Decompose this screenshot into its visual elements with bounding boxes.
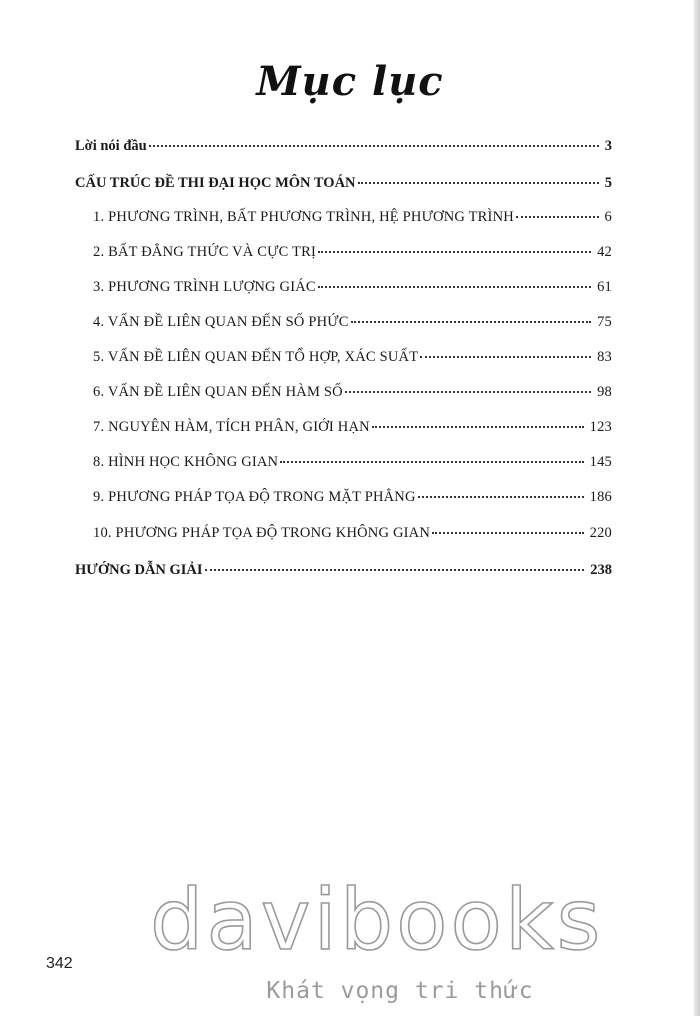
toc-entry-page: 123 bbox=[589, 419, 612, 435]
toc-entry-label: 8. HÌNH HỌC KHÔNG GIAN bbox=[93, 454, 279, 470]
toc-entry[interactable] bbox=[93, 209, 612, 226]
toc-entry[interactable] bbox=[93, 314, 612, 331]
toc-dot-leader bbox=[149, 144, 599, 147]
toc-entry-page: 6 bbox=[604, 209, 612, 225]
toc-entry-page: 5 bbox=[604, 175, 612, 191]
toc-entry[interactable] bbox=[75, 138, 612, 155]
page-number: 342 bbox=[46, 955, 73, 972]
toc-entry-page: 238 bbox=[590, 562, 612, 578]
toc-entry-label: 9. PHƯƠNG PHÁP TỌA ĐỘ TRONG MẶT PHẲNG bbox=[93, 489, 416, 505]
toc-entry-label: 6. VẤN ĐỀ LIÊN QUAN ĐẾN HÀM SỐ bbox=[93, 384, 343, 400]
toc-dot-leader bbox=[418, 495, 584, 498]
toc-entry-label: CẤU TRÚC ĐỀ THI ĐẠI HỌC MÔN TOÁN bbox=[75, 175, 356, 191]
toc-entry-page: 61 bbox=[597, 279, 612, 295]
toc-entry-label: 4. VẤN ĐỀ LIÊN QUAN ĐẾN SỐ PHỨC bbox=[93, 314, 349, 330]
toc-dot-leader bbox=[372, 425, 584, 428]
toc-entry-page: 186 bbox=[589, 489, 612, 505]
toc-entry-label: 10. PHƯƠNG PHÁP TỌA ĐỘ TRONG KHÔNG GIAN bbox=[93, 525, 430, 541]
toc-dot-leader bbox=[420, 355, 591, 358]
toc-entry-label: 2. BẤT ĐẲNG THỨC VÀ CỰC TRỊ bbox=[93, 244, 317, 260]
toc-entry-page: 98 bbox=[597, 384, 612, 400]
toc-entry-label: HƯỚNG DẪN GIẢI bbox=[75, 562, 203, 578]
toc-entry[interactable] bbox=[93, 489, 612, 506]
toc-dot-leader bbox=[318, 285, 591, 288]
toc-entry-page: 220 bbox=[589, 525, 612, 541]
toc-dot-leader bbox=[345, 390, 591, 393]
toc-dot-leader bbox=[432, 531, 584, 534]
watermark-brand: davibooks bbox=[150, 871, 604, 969]
toc-entry[interactable] bbox=[93, 384, 612, 401]
toc-entry-page: 3 bbox=[604, 138, 612, 154]
toc-entry-page: 145 bbox=[589, 454, 612, 470]
toc-entry[interactable] bbox=[75, 175, 612, 192]
toc-entry[interactable] bbox=[93, 419, 612, 436]
toc-dot-leader bbox=[516, 215, 599, 218]
table-of-contents bbox=[0, 138, 700, 598]
toc-dot-leader bbox=[351, 320, 591, 323]
toc-entry[interactable] bbox=[93, 244, 612, 261]
toc-entry-label: 5. VẤN ĐỀ LIÊN QUAN ĐẾN TỔ HỢP, XÁC SUẤT bbox=[93, 349, 419, 365]
toc-entry[interactable] bbox=[93, 454, 612, 471]
toc-entry[interactable] bbox=[93, 279, 612, 296]
toc-entry-label: 7. NGUYÊN HÀM, TÍCH PHÂN, GIỚI HẠN bbox=[93, 419, 370, 435]
watermark-tagline: Khát vọng tri thức bbox=[266, 978, 534, 1004]
toc-dot-leader bbox=[318, 250, 591, 253]
toc-entry-label: 1. PHƯƠNG TRÌNH, BẤT PHƯƠNG TRÌNH, HỆ PHƯƠNG TRÌNH bbox=[93, 209, 514, 225]
toc-entry-page: 83 bbox=[597, 349, 612, 365]
toc-entry-label: 3. PHƯƠNG TRÌNH LƯỢNG GIÁC bbox=[93, 279, 316, 295]
toc-dot-leader bbox=[205, 568, 585, 571]
toc-entry[interactable] bbox=[93, 349, 612, 366]
toc-entry[interactable] bbox=[93, 525, 612, 542]
page-title: Mục lục bbox=[256, 58, 444, 105]
toc-entry-page: 75 bbox=[597, 314, 612, 330]
toc-entry[interactable] bbox=[75, 562, 612, 579]
toc-dot-leader bbox=[280, 460, 583, 463]
toc-dot-leader bbox=[358, 181, 599, 184]
toc-entry-label: Lời nói đầu bbox=[75, 138, 147, 154]
toc-entry-page: 42 bbox=[597, 244, 612, 260]
